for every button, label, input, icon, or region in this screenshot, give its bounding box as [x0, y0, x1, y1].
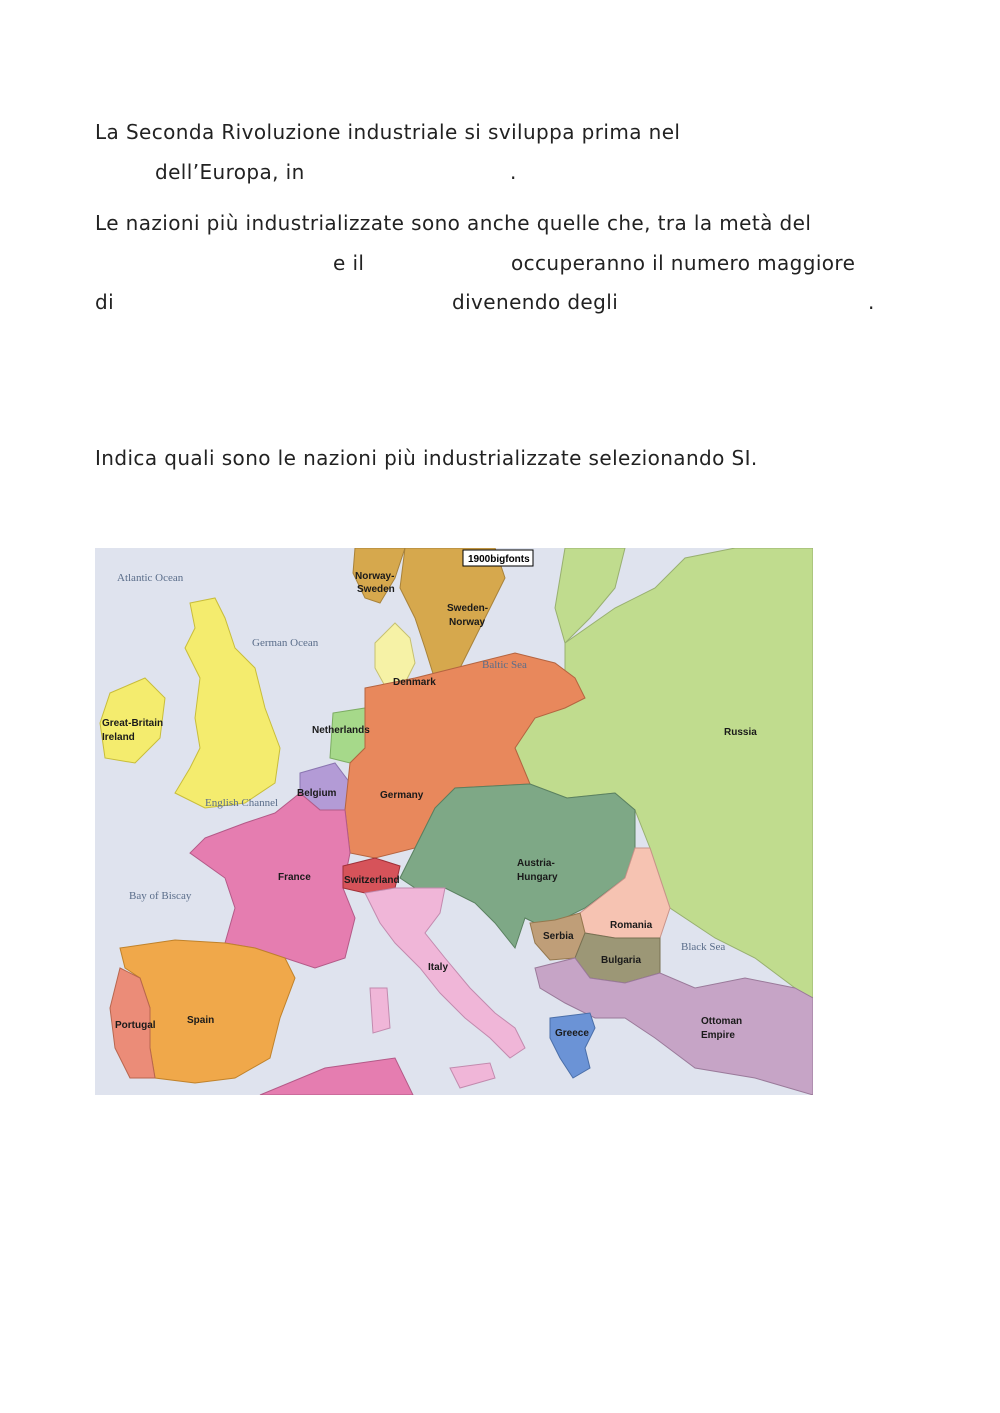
label-spain: Spain: [187, 1015, 215, 1026]
label-italy: Italy: [428, 962, 449, 973]
label-sweden-norway-2: Norway: [449, 617, 486, 628]
label-russia: Russia: [724, 727, 757, 738]
blank-4[interactable]: [376, 247, 504, 277]
label-france: France: [278, 872, 311, 883]
label-portugal: Portugal: [115, 1020, 156, 1031]
sea-label-biscay: Bay of Biscay: [129, 890, 192, 902]
sea-label-baltic: Baltic Sea: [482, 659, 527, 671]
label-belgium: Belgium: [297, 788, 337, 799]
exercise-line-4b: occuperanno il numero maggiore: [511, 251, 856, 275]
exercise-line-5c: .: [868, 290, 875, 314]
blank-3[interactable]: [95, 247, 325, 277]
label-greece: Greece: [555, 1028, 589, 1039]
blank-1[interactable]: [95, 156, 147, 186]
label-austria: Austria-: [517, 858, 555, 869]
sea-label-black-sea: Black Sea: [681, 941, 726, 953]
exercise-line-5a: di: [95, 290, 115, 314]
label-sweden-norway-1: Sweden-: [447, 603, 489, 614]
europe-1900-map: [95, 548, 813, 1095]
map-badge: 1900bigfonts: [468, 554, 530, 565]
label-netherlands: Netherlands: [312, 725, 370, 736]
exercise-line-2b: .: [510, 160, 517, 184]
label-denmark: Denmark: [393, 677, 436, 688]
label-ireland: Ireland: [102, 732, 135, 743]
instruction-text: Indica quali sono le nazioni più industrializzate selezionando SI.: [95, 446, 758, 470]
exercise-line-1: La Seconda Rivoluzione industriale si sviluppa prima nel: [95, 120, 681, 144]
exercise-line-5b: divenendo degli: [452, 290, 619, 314]
label-serbia: Serbia: [543, 931, 574, 942]
label-norway-sweden-2: Sweden: [357, 584, 395, 595]
sea-label-atlantic: Atlantic Ocean: [117, 572, 184, 584]
label-norway-sweden-1: Norway-: [355, 571, 395, 582]
blank-6[interactable]: [632, 286, 862, 316]
label-ottoman-2: Empire: [701, 1030, 735, 1041]
exercise-line-2a: dell’Europa, in: [155, 160, 305, 184]
label-great-britain: Great-Britain: [102, 718, 164, 729]
label-hungary: Hungary: [517, 872, 558, 883]
label-ottoman-1: Ottoman: [701, 1016, 743, 1027]
sardinia-region: [370, 988, 390, 1033]
exercise-line-3: Le nazioni più industrializzate sono anche quelle che, tra la metà del: [95, 211, 812, 235]
label-bulgaria: Bulgaria: [601, 955, 642, 966]
label-germany: Germany: [380, 790, 424, 801]
sea-label-english-channel: English Channel: [205, 797, 279, 809]
label-switzerland: Switzerland: [344, 875, 400, 886]
blank-5[interactable]: [124, 286, 442, 316]
sea-label-german-ocean: German Ocean: [252, 637, 319, 649]
label-romania: Romania: [610, 920, 653, 931]
blank-2[interactable]: [318, 156, 506, 186]
exercise-line-4a: e il: [333, 251, 365, 275]
